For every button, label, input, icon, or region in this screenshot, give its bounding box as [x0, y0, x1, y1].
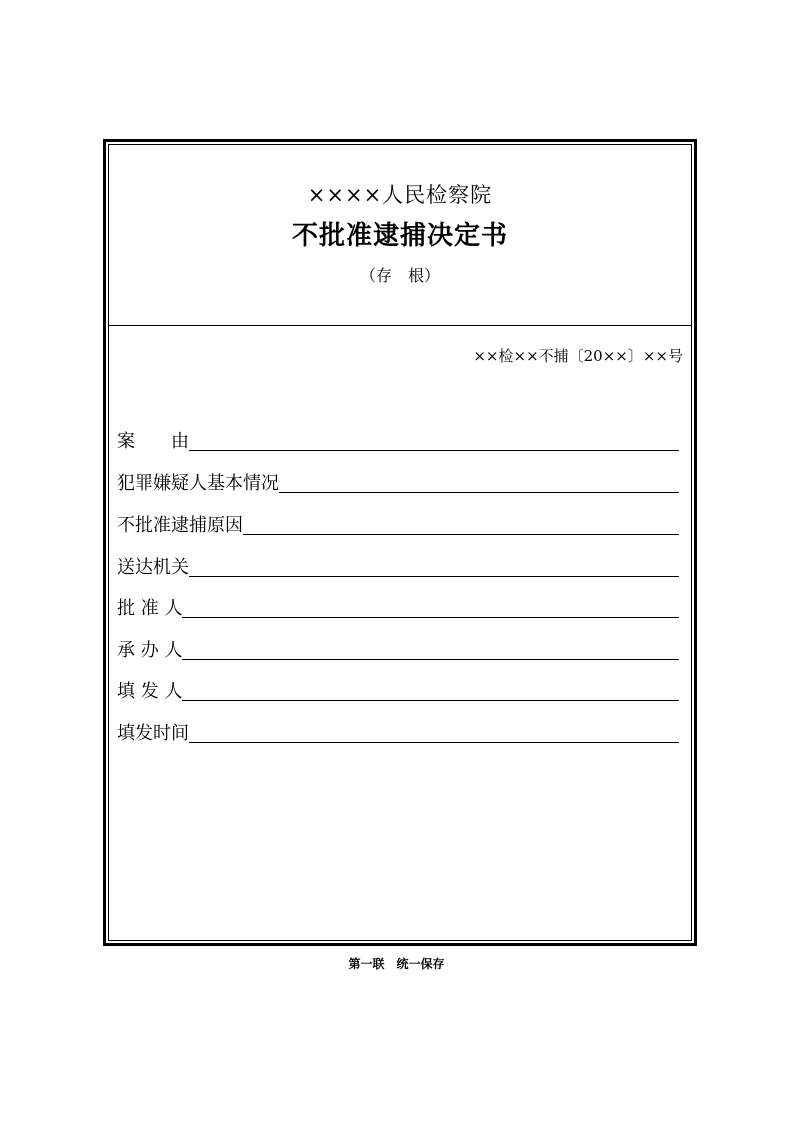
field-suspect-info [117, 470, 679, 496]
copy-footer-note: 第一联 统一保存 [348, 957, 445, 971]
document-subtitle: （存 根） [359, 266, 440, 285]
field-label-approver: 批 准 人 [117, 598, 183, 619]
field-line-issuer[interactable] [182, 680, 679, 701]
stub-form-frame [103, 139, 697, 946]
field-rejection-reason [117, 512, 679, 538]
field-label-issue-time: 填发时间 [117, 723, 189, 744]
field-label-case-cause: 案 由 [117, 431, 189, 452]
field-line-issue-time[interactable] [189, 722, 679, 743]
field-line-approver[interactable] [182, 597, 679, 618]
field-label-rejection-reason: 不批准逮捕原因 [117, 515, 243, 536]
procuratorate-name: ××××人民检察院 [307, 183, 493, 207]
document-number: ××检××不捕〔20××〕××号 [473, 347, 683, 365]
field-label-delivery-agency: 送达机关 [117, 557, 189, 578]
field-line-handler[interactable] [182, 639, 679, 660]
header-divider [109, 325, 691, 326]
field-line-case-cause[interactable] [189, 430, 679, 451]
field-handler [117, 637, 679, 663]
field-label-suspect-info: 犯罪嫌疑人基本情况 [117, 473, 279, 494]
field-delivery-agency [117, 554, 679, 580]
field-line-suspect-info[interactable] [279, 472, 679, 493]
stub-form-inner-frame [108, 144, 692, 941]
field-issuer [117, 678, 679, 704]
field-approver [117, 595, 679, 621]
field-label-handler: 承 办 人 [117, 640, 183, 661]
field-line-delivery-agency[interactable] [189, 556, 679, 577]
field-issue-time [117, 720, 679, 746]
field-label-issuer: 填 发 人 [117, 681, 183, 702]
field-case-cause [117, 428, 679, 454]
document-title: 不批准逮捕决定书 [291, 221, 508, 251]
field-line-rejection-reason[interactable] [243, 514, 679, 535]
